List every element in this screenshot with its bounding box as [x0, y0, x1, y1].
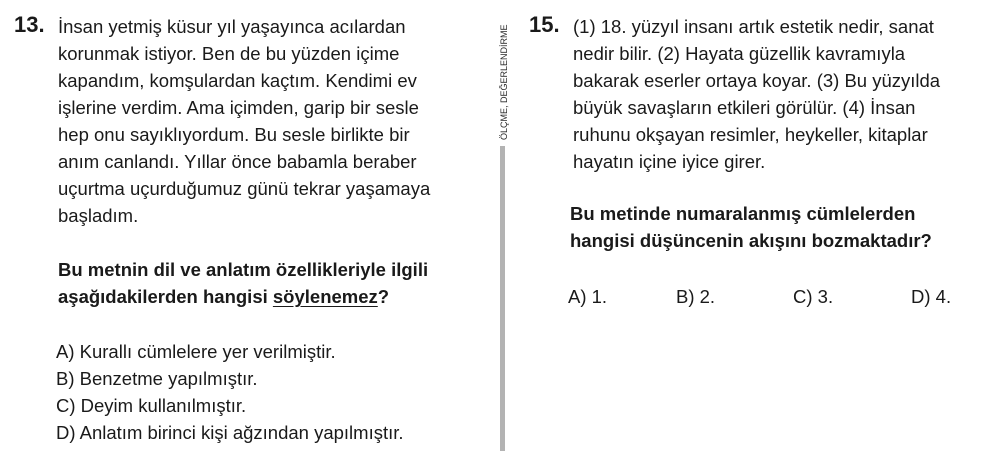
q13-passage-line: başladım. — [58, 205, 139, 226]
q15-passage-line: (1) 18. yüzyıl insanı artık estetik nedir, sanat — [573, 16, 934, 37]
q13-question-underlined: söylenemez — [272, 286, 378, 307]
q13-question-line: Bu metnin dil ve anlatım özellikleriyle ilgili — [58, 259, 429, 280]
q15-option-b[interactable]: B) 2. — [676, 286, 716, 307]
q13-passage-line: korunmak istiyor. Ben de bu yüzden içime — [58, 43, 400, 64]
q15-passage-line: hayatın içine iyice girer. — [573, 151, 766, 172]
q15-passage-line: büyük savaşların etkileri görülür. (4) İnsan — [573, 97, 916, 118]
q13-option-d[interactable]: D) Anlatım birinci kişi ağzından yapılmıştır. — [56, 422, 404, 443]
q13-option-b[interactable]: B) Benzetme yapılmıştır. — [56, 368, 258, 389]
column-divider — [500, 146, 505, 451]
q13-question-mark: ? — [377, 286, 390, 307]
q13-option-c[interactable]: C) Deyim kullanılmıştır. — [56, 395, 247, 416]
q13-question-line — [58, 283, 389, 310]
q13-passage-line: İnsan yetmiş küsur yıl yaşayınca acılardan — [58, 16, 406, 37]
q13-option-a[interactable]: A) Kurallı cümlelere yer verilmiştir. — [56, 341, 336, 362]
q15-option-a[interactable]: A) 1. — [568, 286, 608, 307]
q15-passage-line: nedir bilir. (2) Hayata güzellik kavramıyla — [573, 43, 906, 64]
q13-passage-line: işlerine verdim. Ama içimden, garip bir sesle — [58, 97, 419, 118]
q13-passage-line: anım canlandı. Yıllar önce babamla beraber — [58, 151, 417, 172]
q15-question-line: hangisi düşüncenin akışını bozmaktadır? — [570, 230, 932, 251]
question-13-number: 13. — [14, 12, 45, 37]
q13-passage-line: kapandım, komşulardan kaçtım. Kendimi ev — [58, 70, 417, 91]
side-label: ÖLÇME, DEĞERLENDİRME — [499, 24, 509, 140]
q15-option-d[interactable]: D) 4. — [911, 286, 952, 307]
q13-passage-line: hep onu sayıklıyordum. Bu sesle birlikte bir — [58, 124, 410, 145]
q13-question-text: aşağıdakilerden hangisi — [58, 286, 273, 307]
question-15-number: 15. — [529, 12, 560, 37]
q13-passage-line: uçurtma uçurduğumuz günü tekrar yaşamaya — [58, 178, 431, 199]
q15-question-line: Bu metinde numaralanmış cümlelerden — [570, 203, 916, 224]
q15-option-c[interactable]: C) 3. — [793, 286, 834, 307]
q15-passage-line: bakarak eserler ortaya koyar. (3) Bu yüzyılda — [573, 70, 941, 91]
q15-passage-line: ruhunu okşayan resimler, heykeller, kitaplar — [573, 124, 928, 145]
